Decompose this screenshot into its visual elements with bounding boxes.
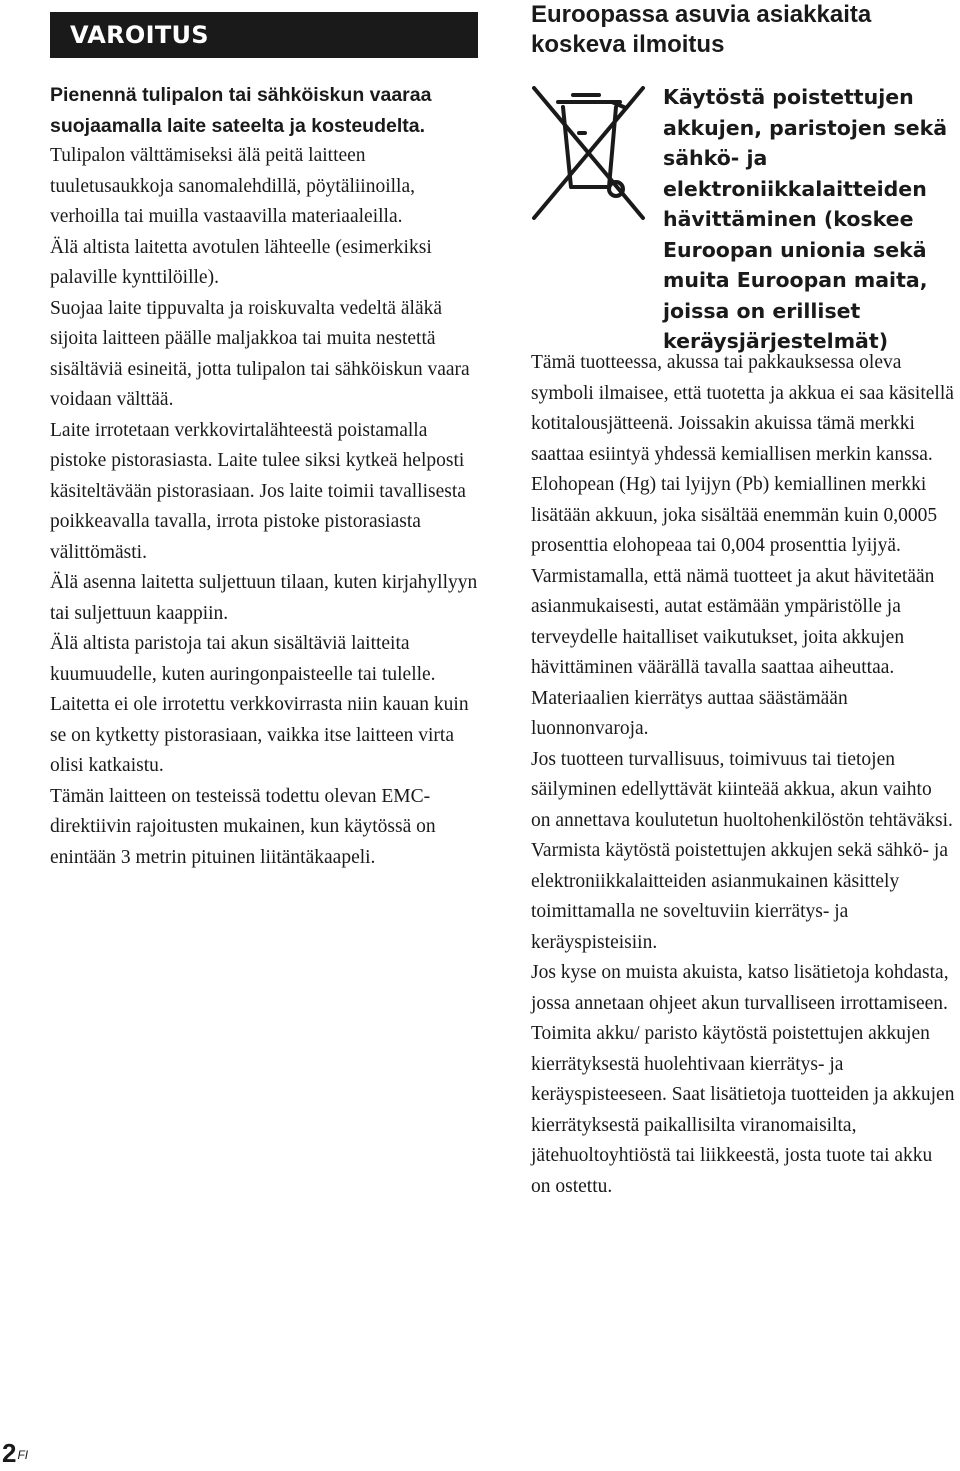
warning-paragraph-mains-plug: Laite irrotetaan verkkovirtalähteestä poistamalla pistoke pistorasiasta. Laite tulee siksi kytkeä helposti käsiteltävään pistorasiaan. Jos laite toimii tavallisesta poikkeavalla tavalla, irrota pistoke pistorasiasta välittömästi. <box>50 419 466 563</box>
page-number <box>2 1440 28 1466</box>
warning-banner <box>50 12 478 58</box>
warning-paragraph-ventilation: Tulipalon välttämiseksi älä peitä laitteen tuuletusaukkoja sanomalehdillä, pöytäliinoilla, verhoilla tai muilla vastaavilla materiaaleilla. <box>50 145 416 227</box>
warning-paragraph-emc: Tämän laitteen on testeissä todettu olevan EMC-direktiivin rajoitusten mukainen, kun käytössä on enintään 3 metrin pituinen liitäntäkaapeli. <box>50 785 436 868</box>
warning-column <box>50 12 478 873</box>
notice-paragraph-fixed-battery: Jos tuotteen turvallisuus, toimivuus tai tietojen säilyminen edellyttävät kiinteää akkua, akun vaihto on annettava koulutetun huoltohenkilöstön tehtäväksi. Varmista käytöstä poistettujen akkujen sekä sähkö- ja elektroniikkalaitteiden asianmukainen käsittely toimittamalla ne soveltuviin kierrätys- ja keräyspisteisiin. <box>531 748 953 953</box>
warning-paragraph-mains-connection: Laitetta ei ole irrotettu verkkovirrasta niin kauan kuin se on kytketty pistorasiaan, vaikka itse laitteen virta olisi katkaistu. <box>50 694 469 776</box>
warning-paragraph-enclosed-space: Älä asenna laitetta suljettuun tilaan, kuten kirjahyllyyn tai suljettuun kaappiin. <box>50 572 478 624</box>
warning-paragraph-battery-heat: Älä altista paristoja tai akun sisältäviä laitteita kuumuudelle, kuten auringonpaisteelle tai tulelle. <box>50 633 436 685</box>
notice-title: Euroopassa asuvia asiakkaita koskeva ilmoitus <box>531 1 872 58</box>
notice-body <box>531 348 956 1202</box>
warning-paragraph-water: Suojaa laite tippuvalta ja roiskuvalta vedeltä äläkä sijoita laitteen päälle maljakkoa tai muita nestettä sisältäviä esineitä, jotta tulipalon tai sähköiskun vaara voidaan välttää. <box>50 297 470 410</box>
warning-paragraph-open-flame: Älä altista laitetta avotulen lähteelle (esimerkiksi palaville kynttilöille). <box>50 236 432 288</box>
warning-title: VAROITUS <box>70 21 209 49</box>
disposal-heading: Käytöstä poistettujen akkujen, paristojen sekä sähkö- ja elektroniikkalaitteiden hävittäminen (koskee Euroopan unionia sekä muita Euroopan maita, joissa on erilliset keräysjärjestelmät) <box>663 85 948 353</box>
warning-bold-statement: Pienennä tulipalon tai sähköiskun vaaraa suojaamalla laite sateelta ja kosteudelta. <box>50 84 432 137</box>
crossed-out-wheelie-bin-icon <box>531 86 647 226</box>
disposal-heading-block <box>531 82 956 354</box>
language-code: FI <box>17 1448 29 1462</box>
eu-notice-column <box>531 0 956 1202</box>
notice-paragraph-other-batteries: Jos kyse on muista akuista, katso lisätietoja kohdasta, jossa annetaan ohjeet akun turvalliseen irrottamiseen. Toimita akku/ paristo käytöstä poistettujen akkujen kierrätyksestä huolehtivaan kierrätys- ja keräyspisteeseen. Saat lisätietoja tuotteiden ja akkujen kierrätyksestä paikallisilta viranomaisilta, jätehuoltoyhtiöstä tai liikkeestä, josta tuote tai akku on ostettu. <box>531 962 955 1197</box>
page-number-value: 2 <box>2 1438 17 1468</box>
notice-paragraph-symbol: Tämä tuotteessa, akussa tai pakkauksessa oleva symboli ilmaisee, että tuotetta ja akkua ei saa käsitellä kotitalousjätteenä. Joissakin akuissa tämä merkki saattaa esiintyä yhdessä kemiallisen merkin kanssa. Elohopean (Hg) tai lyijyn (Pb) kemiallinen merkki lisätään akkuun, joka sisältää enemmän kuin 0,0005 prosenttia elohopeaa tai 0,004 prosenttia lyijyä. Varmistamalla, että nämä tuotteet ja akut hävitetään asianmukaisesti, autat estämään ympäristölle ja terveydelle haitalliset vaikutukset, joita akkujen hävittäminen väärällä tavalla saattaa aiheuttaa. Materiaalien kierrätys auttaa säästämään luonnonvaroja. <box>531 352 954 739</box>
